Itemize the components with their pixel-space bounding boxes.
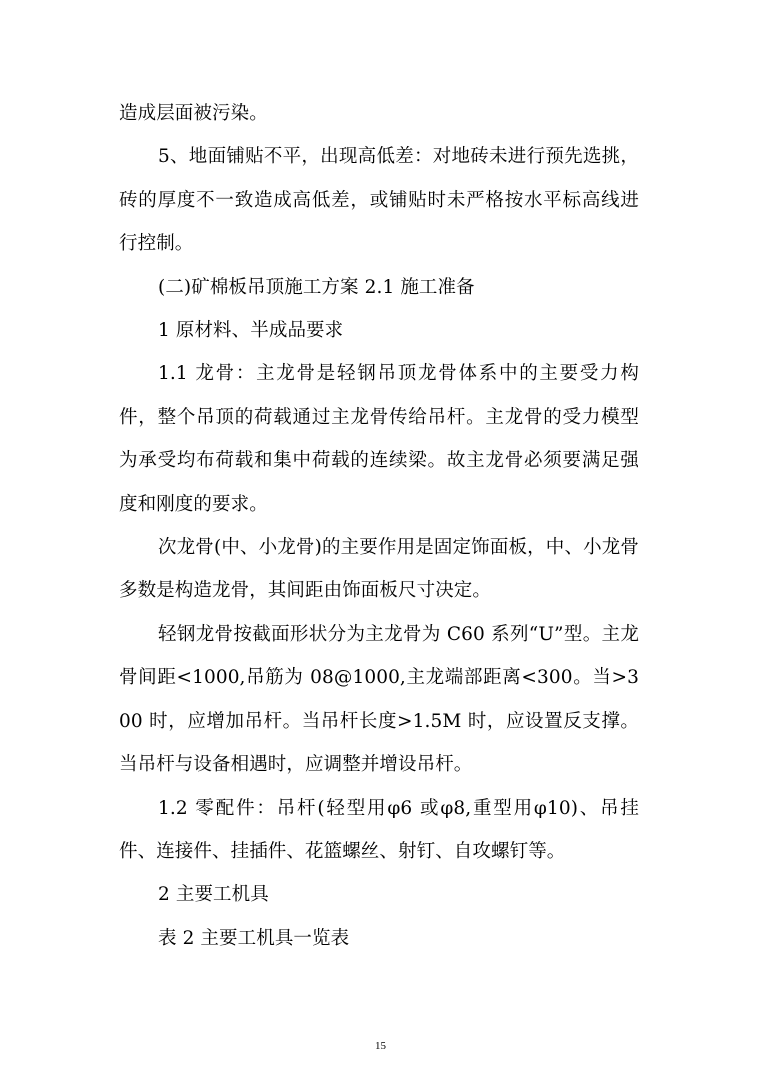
subheading-tools: 2 主要工机具 bbox=[158, 884, 269, 906]
paragraph-secondary-keel: 次龙骨(中、小龙骨)的主要作用是固定饰面板，中、小龙骨多数是构造龙骨，其间距由饰面板尺寸决定。 bbox=[119, 537, 639, 602]
subheading-materials: 1 原材料、半成品要求 bbox=[158, 320, 344, 342]
paragraph-light-steel-keel: 轻钢龙骨按截面形状分为主龙骨为 C60 系列“U”型。主龙骨间距<1000,吊筋为 08@1000,主龙端部距离<300。当>300 时，应增加吊杆。当吊杆长度>1.5M 时，应设置反支撑。当吊杆与设备相遇时，应调整并增设吊杆。 bbox=[119, 623, 639, 776]
table-caption: 表 2 主要工机具一览表 bbox=[158, 927, 350, 949]
paragraph-floor-tile-issue: 5、地面铺贴不平，出现高低差：对地砖未进行预先选挑，砖的厚度不一致造成高低差，或铺贴时未严格按水平标高线进行控制。 bbox=[119, 146, 639, 255]
page-body bbox=[119, 92, 639, 960]
section-heading-ceiling-plan: (二)矿棉板吊顶施工方案 2.1 施工准备 bbox=[158, 276, 475, 298]
paragraph-accessories: 1.2 零配件：吊杆(轻型用φ6 或φ8,重型用φ10)、吊挂件、连接件、挂插件、花篮螺丝、射钉、自攻螺钉等。 bbox=[119, 797, 639, 862]
paragraph-continuation: 造成层面被污染。 bbox=[119, 103, 268, 124]
paragraph-main-keel: 1.1 龙骨：主龙骨是轻钢吊顶龙骨体系中的主要受力构件，整个吊顶的荷载通过主龙骨传给吊杆。主龙骨的受力模型为承受均布荷载和集中荷载的连续梁。故主龙骨必须要满足强度和刚度的要求。 bbox=[119, 363, 639, 515]
page-number: 15 bbox=[375, 1040, 386, 1052]
